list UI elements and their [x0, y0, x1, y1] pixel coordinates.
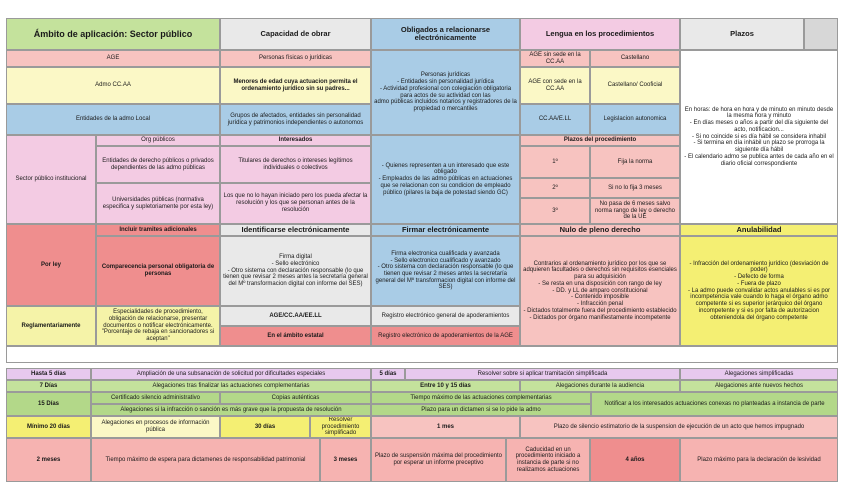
header-obligados: Obligados a relacionarse electrónicamente: [371, 18, 520, 50]
obligados-top: Personas jurídicas - Entidades sin personalidad jurídica - Actividad profesional con colegiación obligatoria para actos de su actividad con las admo públicas incluidos notarios y registradores de la propiedad o mercantiles: [371, 50, 520, 135]
row-alegaciones-simp: Alegaciones simplificadas: [680, 368, 838, 380]
mid-anulabilidad: Anulabilidad: [680, 224, 838, 236]
header-blank: [804, 18, 838, 50]
row-hasta5: Hasta 5 días: [6, 368, 91, 380]
row-alegaciones-tras: Alegaciones tras finalizar las actuaciones complementarias: [91, 380, 371, 392]
ambito-age: AGE: [6, 50, 220, 67]
row-tiempo-max-esp: Tiempo máximo de espera para dictamenes de responsabilidad patrimonial: [91, 438, 320, 482]
row-entre10: Entre 10 y 15 días: [371, 380, 520, 392]
mid-age-ccaa-ee: AGE/CC.AA/EE.LL: [220, 306, 371, 326]
cap-interesados: Interesados: [220, 135, 371, 146]
row-cuatro: 4 años: [590, 438, 680, 482]
row-copias: Copias auténticas: [220, 392, 371, 404]
row-plazo-dictamen: Plazo para un dictamen si se lo pide la admo: [371, 404, 591, 416]
lengua-age-ccaa: AGE sin sede en la CC.AA: [520, 50, 590, 67]
row-alegaciones-nuevos: Alegaciones ante nuevos hechos: [680, 380, 838, 392]
row-certificado: Certificado silencio administrativo: [91, 392, 220, 404]
lengua-n3: 3º: [520, 198, 590, 224]
lengua-castellano: Castellano: [590, 50, 680, 67]
mid-comparecencia: Comparecencia personal obligatoria de personas: [96, 236, 220, 306]
row-ampliacion: Ampliación de una subsanación de solicitud por dificultades especiales: [91, 368, 371, 380]
row-plazo-suspension: Plazo de suspensión máxima del procedimiento por esperar un informe preceptivo: [371, 438, 506, 482]
header-capacidad: Capacidad de obrar: [220, 18, 371, 50]
row-alegaciones-proc: Alegaciones en procesos de información pública: [91, 416, 220, 438]
lengua-castellano-cooficial: Castellano/ Cooficial: [590, 67, 680, 104]
mid-en-ambito: En el ámbito estatal: [220, 326, 371, 346]
row-caducidad: Caducidad en un procedimiento iniciado a instancia de parte si no realizamos actuaciones: [506, 438, 590, 482]
cap-grupos: Grupos de afectados, entidades sin personalidad jurídica y patrimonios independientes o autonomos: [220, 104, 371, 135]
mid-anulabilidad-text: - Infracción del ordenamiento jurídico (desviación de poder) - Defecto de forma - Fuera de plazo - La admo puede convalidar actos anulables si es por incompetencia vale cuando lo haga el órgano admo competente si es superior jerárquico del órgano incompetente y si es por falta de autorizacion obteniendola del órgano competente: [680, 236, 838, 346]
header-ambito: Ámbito de aplicación: Sector público: [6, 18, 220, 50]
mid-firmar: Firmar electrónicamente: [371, 224, 520, 236]
ambito-universidades: Universidades públicas (normativa especifica y supletoriamente por esta ley): [96, 183, 220, 224]
row-alegaciones-infraccion: Alegaciones si la infracción o sanción es más grave que la propuesta de resolución: [91, 404, 371, 416]
plazos-text: En horas: de hora en hora y de minuto en minuto desde la mesma hora y minuto - En días meses o años a partir del día siguiente del acto, notificacion... - Si no coincide si es día hábil se considera inhabil - Si termina en día inhábil un plazo se prorroga la siguiente día hábil - El calendario admo se publica antes de cada año en el diario oficial correspondiente: [680, 50, 838, 224]
lengua-n1: 1º: [520, 146, 590, 178]
row-un-mes: 1 mes: [371, 416, 520, 438]
ambito-entidades-derecho: Entidades de derecho públicos o privados dependientes de las admo públicas: [96, 146, 220, 183]
row-plazo-silencio: Plazo de silencio estimatorio de la suspension de ejecución de un acto que hemos impugnado: [520, 416, 838, 438]
obligados-bottom: - Quienes representen a un interesado que este obligado - Empleados de las admo públicas en actuaciones que se relacionan con su condicion de empleado público (pilares la baja de potestad siendo GC): [371, 135, 520, 224]
row-minimo20: Mínimo 20 días: [6, 416, 91, 438]
mid-incluir-tramites: Incluir tramites adicionales: [96, 224, 220, 236]
header-lengua: Lengua en los procedimientos: [520, 18, 680, 50]
mid-nulo-text: Contrarios al ordenamiento jurídico por los que se adquieren facultades o derechos sin requisitos esenciales para su adquisición - Se resta en una disposición con rango de ley - DD. y LL de amparo constitucional - Contenido imposible - Infracción penal - Dictados totalmente fuera del procedimiento establecido - Dictados por órgano manifiestamente incompetente: [520, 236, 680, 346]
header-plazos: Plazos: [680, 18, 804, 50]
row-tiempo-max-act: Tiempo máximo de las actuaciones complementarias: [371, 392, 591, 404]
cap-los-que: Los que no lo hayan iniciado pero los pueda afectar la resolución y los que se personan antes de la resolución: [220, 183, 371, 224]
lengua-legislacion: Legislacion autonomica: [590, 104, 680, 135]
ambito-admo-ccaa: Admo CC.AA: [6, 67, 220, 104]
mid-por-ley: Por ley: [6, 224, 96, 306]
mid-reglamentariamente: Reglamentariamente: [6, 306, 96, 346]
row-treinta: 30 días: [220, 416, 310, 438]
row-tres-meses: 3 meses: [320, 438, 371, 482]
lengua-ccaa-el: CC.AA/E.LL: [520, 104, 590, 135]
row-dos-meses: 2 meses: [6, 438, 91, 482]
row-cinco-dias: 5 días: [371, 368, 405, 380]
cap-menores: Menores de edad cuya actuacion permita el ordenamiento jurídico sin su padres...: [220, 67, 371, 104]
row-resolver: Resolver sobre si aplicar tramitación simplificada: [405, 368, 680, 380]
lengua-age-con-sede: AGE con sede en la CC.AA: [520, 67, 590, 104]
mid-firma-electronica: Firma electronica cualificada y avanzada - Sello electronico cualificado y avanzado - Otro sistema con declaración responsable (lo que tienen que revisar 2 meses antes la secretaría general del Mº transformacion digital con informe del SES): [371, 236, 520, 306]
spacer-row: [6, 346, 838, 363]
row-resolver-proc: Resolver procedimiento simplificado: [310, 416, 371, 438]
mid-registro-gen: Registro electrónico general de apoderamientos: [371, 306, 520, 326]
mid-registro-elec: Registro electrónico de apoderamientos de la AGE: [371, 326, 520, 346]
row-quince: 15 Días: [6, 392, 91, 416]
mid-identificarse: Identificarse electrónicamente: [220, 224, 371, 236]
lengua-si-no-fija: Si no lo fija 3 meses: [590, 178, 680, 198]
lengua-fija-norma: Fija la norma: [590, 146, 680, 178]
lengua-n2: 2º: [520, 178, 590, 198]
mid-nulo: Nulo de pleno derecho: [520, 224, 680, 236]
row-siete: 7 Días: [6, 380, 91, 392]
ambito-org-publicos: Org públicos: [96, 135, 220, 146]
row-alegaciones-aud: Alegaciones durante la audiencia: [520, 380, 680, 392]
row-notificar: Notificar a los interesados actuaciones conexas no planteadas a instancia de parte: [591, 392, 838, 416]
cap-titulares: Titulares de derechos o intereses legítimos individuales o colectivos: [220, 146, 371, 183]
row-plazo-max-resp: Plazo máximo para la declaración de lesividad: [680, 438, 838, 482]
lengua-no-pasa: No pasa de 6 meses salvo norma rango de ley o derecho de la UE: [590, 198, 680, 224]
mid-especialidades: Especialidades de procedimiento, obligación de relacionarse, presentar documentos o notificar electrónicamente. "Porcentaje de rebaja en sancionadores si aceptan": [96, 306, 220, 346]
cap-personas: Personas físicas o jurídicas: [220, 50, 371, 67]
mid-firma-digital: Firma digital - Sello electrónico - Otro sistema con declaración responsable (lo que tienen que revisar 2 meses antes la secretaría general del Mº transformacion digital con informe del SES): [220, 236, 371, 306]
ambito-entidades-local: Entidades de la admo Local: [6, 104, 220, 135]
ambito-sector-publico: Sector público institucional: [6, 135, 96, 224]
lengua-plazos-proc: Plazos del procedimiento: [520, 135, 680, 146]
